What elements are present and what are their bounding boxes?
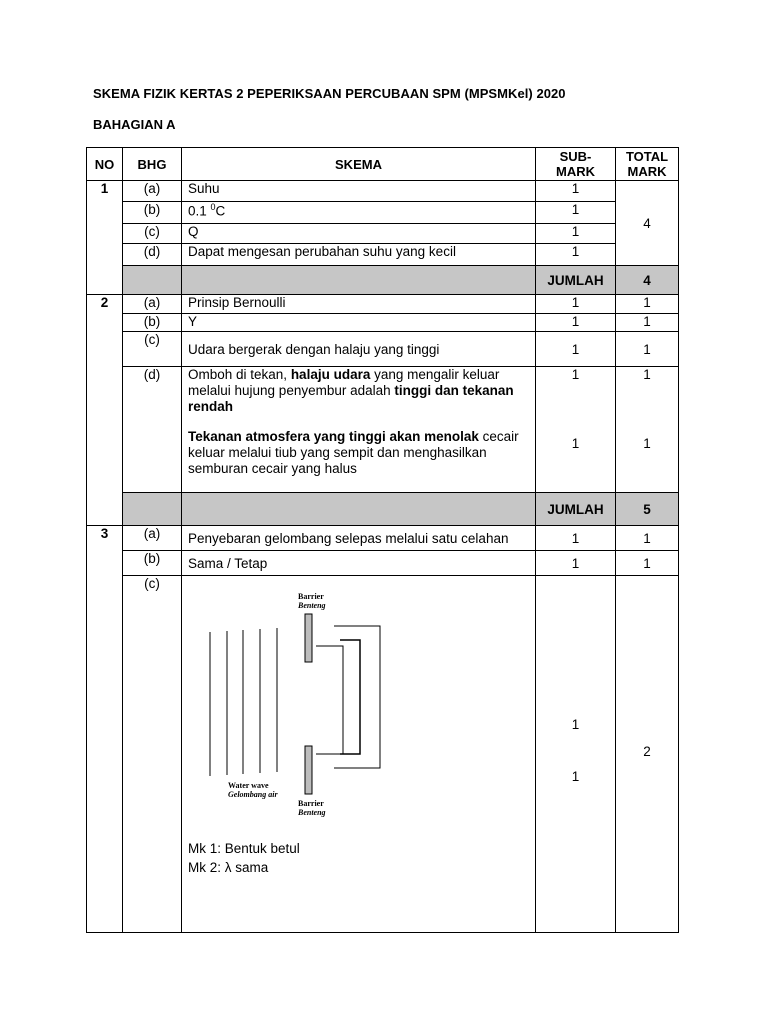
header-skema: SKEMA: [182, 148, 536, 181]
scheme-text: [182, 367, 536, 493]
total-mark: 1: [616, 551, 679, 576]
question-number: 3: [87, 526, 123, 551]
scheme-text: Udara bergerak dengan halaju yang tinggi: [182, 332, 536, 367]
jumlah-label: JUMLAH: [536, 493, 616, 526]
barrier-top-label-ms: Benteng: [298, 601, 326, 610]
section-heading: BAHAGIAN A: [93, 117, 176, 132]
scheme-figure-cell: [182, 576, 536, 933]
diffracted-wavefront: [334, 626, 380, 768]
scheme-text: Dapat mengesan perubahan suhu yang kecil: [182, 244, 536, 266]
jumlah-value: 4: [616, 266, 679, 295]
part-label: (b): [123, 551, 182, 576]
header-total-mark-line2: MARK: [627, 164, 667, 179]
total-mark: 1: [616, 295, 679, 314]
total-mark: 1: [616, 526, 679, 551]
table-row: [87, 314, 679, 332]
header-total-mark: [616, 148, 679, 181]
water-wave-label-ms: Gelombang air: [228, 790, 278, 799]
diffraction-diagram: [188, 576, 388, 826]
table-row: [87, 181, 679, 202]
header-row: [87, 148, 679, 181]
table-row: [87, 224, 679, 244]
part-label: (a): [123, 181, 182, 202]
table-row: [87, 576, 679, 933]
table-row: [87, 295, 679, 314]
marking-criterion-1: Mk 1: Bentuk betul: [188, 841, 300, 856]
sub-mark: 1: [536, 202, 616, 224]
barrier-top: [305, 614, 312, 662]
table-row: [87, 551, 679, 576]
sub-mark: 1: [536, 332, 616, 367]
scheme-text: Suhu: [182, 181, 536, 202]
table-row: [87, 367, 679, 493]
header-bhg: BHG: [123, 148, 182, 181]
sub-mark: 1: [536, 551, 616, 576]
part-label: (b): [123, 314, 182, 332]
jumlah-value: 5: [616, 493, 679, 526]
total-mark: 1: [616, 332, 679, 367]
sub-mark: 1: [536, 244, 616, 266]
scheme-text: Penyebaran gelombang selepas melalui satu celahan: [182, 526, 536, 551]
scheme-paragraph-1: Omboh di tekan, halaju udara yang mengalir keluar melalui hujung penyembur adalah tinggi dan tekanan rendah: [188, 367, 514, 414]
sub-mark: 1: [536, 181, 616, 202]
marking-scheme-table: [86, 147, 679, 933]
sub-mark: 1: [536, 314, 616, 332]
header-sub-mark: [536, 148, 616, 181]
part-label: (d): [123, 244, 182, 266]
question-number: 2: [87, 295, 123, 314]
marking-criterion-2: Mk 2: λ sama: [188, 860, 269, 875]
part-label: (c): [123, 576, 182, 933]
scheme-text: Prinsip Bernoulli: [182, 295, 536, 314]
sub-mark: 1: [536, 224, 616, 244]
jumlah-row: [87, 266, 679, 295]
total-mark: 4: [616, 181, 679, 266]
total-mark: 1: [616, 314, 679, 332]
barrier-bottom-label-ms: Benteng: [298, 808, 326, 817]
table-row: [87, 332, 679, 367]
scheme-text: 0.1 $^0$C: [182, 202, 536, 224]
barrier-top-label-en: Barrier: [298, 592, 324, 601]
diffracted-wavefront: [316, 646, 343, 754]
sub-mark: 1 1: [536, 367, 616, 493]
part-label: (a): [123, 295, 182, 314]
sub-mark: 1: [536, 295, 616, 314]
water-wave-label-en: Water wave: [228, 781, 269, 790]
table-row: [87, 526, 679, 551]
part-label: (b): [123, 202, 182, 224]
total-mark: 2: [616, 576, 679, 933]
header-sub-mark-line2: MARK: [556, 164, 595, 179]
jumlah-label: JUMLAH: [536, 266, 616, 295]
sub-mark: 1: [536, 526, 616, 551]
scheme-text: Sama / Tetap: [182, 551, 536, 576]
scheme-text: Y: [182, 314, 536, 332]
sub-mark: 1 1: [536, 576, 616, 933]
barrier-bottom-label-en: Barrier: [298, 799, 324, 808]
barrier-bottom: [305, 746, 312, 794]
part-label: (a): [123, 526, 182, 551]
part-label: (c): [123, 224, 182, 244]
question-number: 1: [87, 181, 123, 202]
jumlah-row: [87, 493, 679, 526]
header-no: NO: [87, 148, 123, 181]
total-mark: 1 1: [616, 367, 679, 493]
scheme-text: Q: [182, 224, 536, 244]
scheme-paragraph-2: Tekanan atmosfera yang tinggi akan menolak cecair keluar melalui tiub yang sempit dan menghasilkan semburan cecair yang halus: [188, 429, 519, 476]
header-sub-mark-line1: SUB-: [559, 149, 592, 164]
part-label: (c): [123, 332, 182, 367]
part-label: (d): [123, 367, 182, 493]
header-total-mark-line1: TOTAL: [625, 149, 669, 164]
table-row: [87, 244, 679, 266]
table-row: [87, 202, 679, 224]
document-title: SKEMA FIZIK KERTAS 2 PEPERIKSAAN PERCUBAAN SPM (MPSMKel) 2020: [93, 86, 566, 101]
